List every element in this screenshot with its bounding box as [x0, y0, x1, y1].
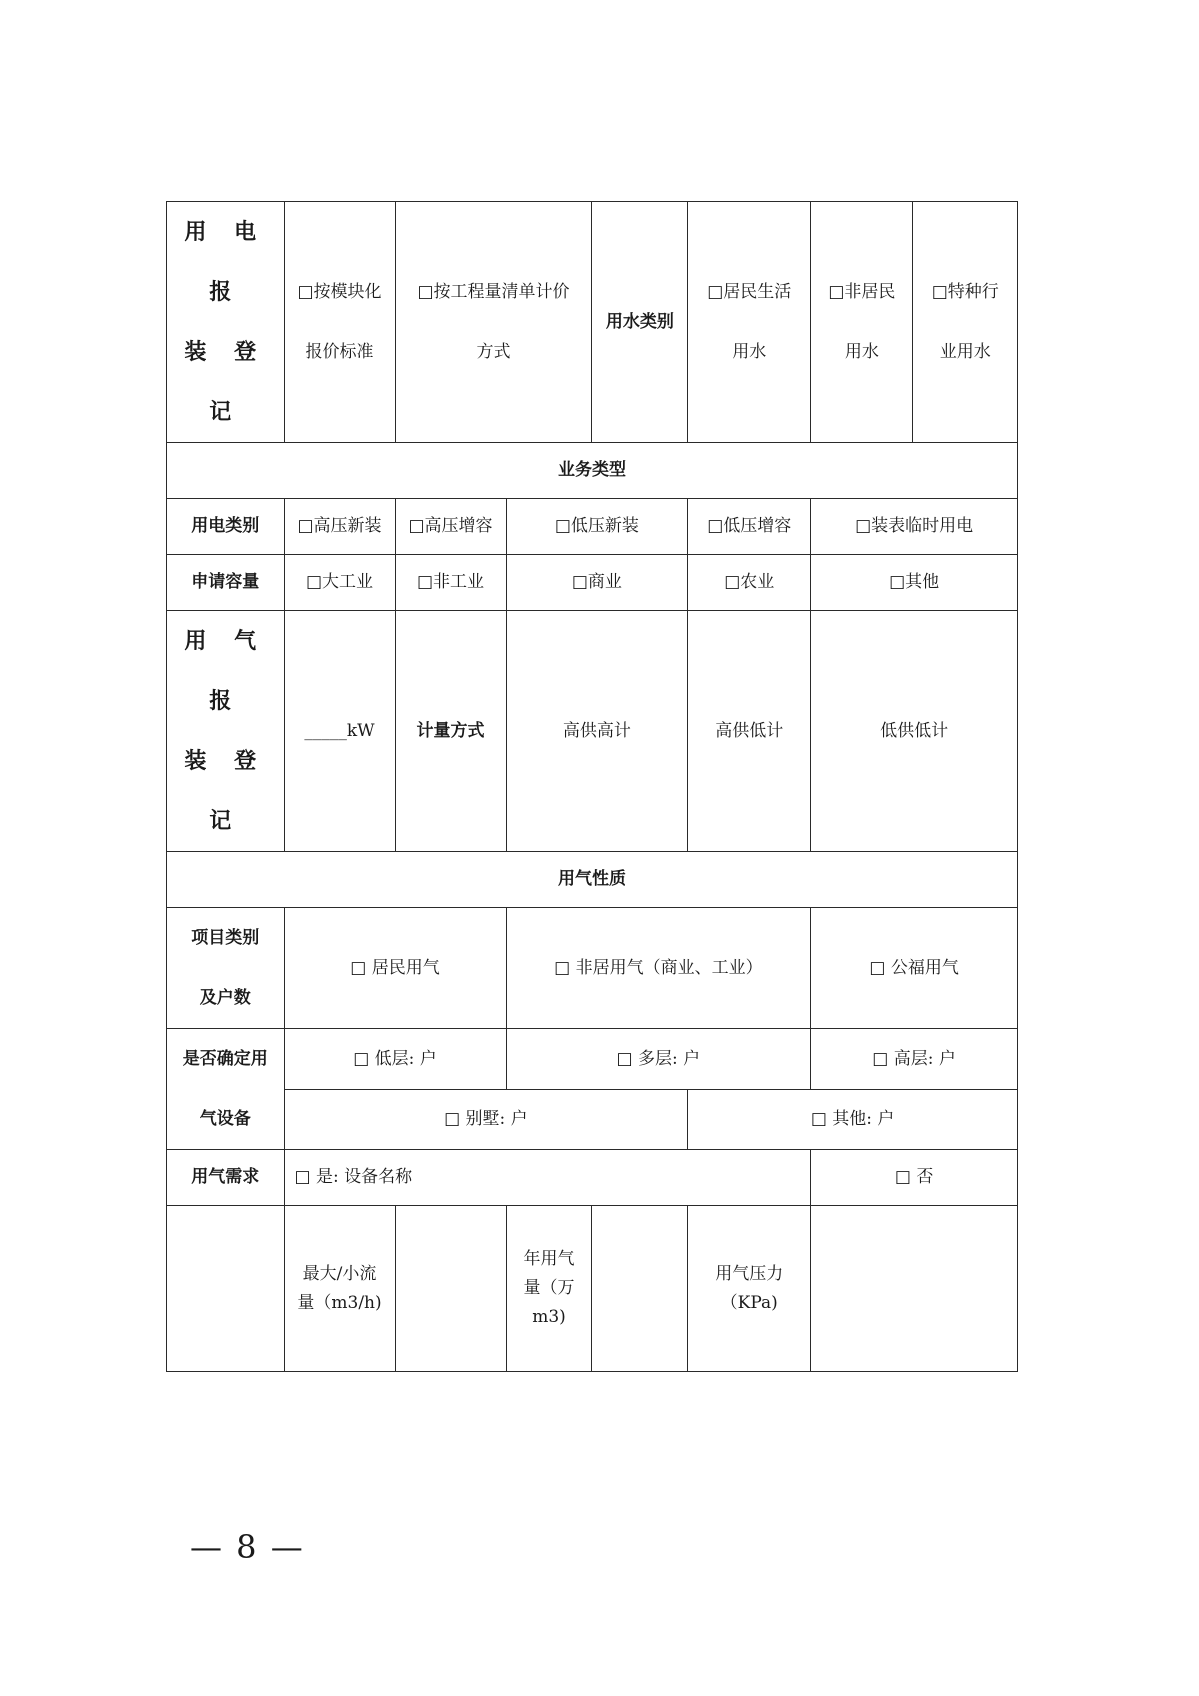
option-large-industry[interactable]: □大工业: [284, 555, 395, 611]
max-min-flow-label: 最大/小流 量（m3/h): [284, 1206, 395, 1372]
option-hv-increase[interactable]: □高压增容: [395, 499, 506, 555]
option-other-housing[interactable]: □ 其他: 户: [688, 1089, 1018, 1150]
option-resident-water[interactable]: □居民生活 用水: [688, 202, 811, 443]
metering-lv-lv[interactable]: 低供低计: [811, 611, 1018, 852]
option-commercial[interactable]: □商业: [506, 555, 688, 611]
registration-form-table: [166, 201, 1018, 1372]
annual-gas-label: 年用气 量（万 m3): [506, 1206, 592, 1372]
gas-pressure-label: 用气压力 （KPa): [688, 1206, 811, 1372]
option-multi-rise[interactable]: □ 多层: 户: [506, 1029, 811, 1090]
row-electric-registration: [167, 202, 1018, 443]
business-type-header: 业务类型: [167, 443, 1018, 499]
option-agriculture[interactable]: □农业: [688, 555, 811, 611]
row-capacity: [167, 555, 1018, 611]
gas-nature-header: 用气性质: [167, 852, 1018, 908]
option-no[interactable]: □ 否: [811, 1150, 1018, 1206]
electric-registration-label: 用 电 报 装 登 记: [167, 202, 285, 443]
gas-pressure-value[interactable]: [811, 1206, 1018, 1372]
page-number: — 8 —: [190, 1528, 305, 1566]
metering-hv-hv[interactable]: 高供高计: [506, 611, 688, 852]
row-flow-details: [167, 1206, 1018, 1372]
row-electric-category: [167, 499, 1018, 555]
option-low-rise[interactable]: □ 低层: 户: [284, 1029, 506, 1090]
option-nonresident-water[interactable]: □非居民 用水: [811, 202, 913, 443]
option-lv-new[interactable]: □低压新装: [506, 499, 688, 555]
row-business-type: [167, 443, 1018, 499]
row-gas-nature: [167, 852, 1018, 908]
option-public-welfare-gas[interactable]: □ 公福用气: [811, 908, 1018, 1029]
row-gas-demand: [167, 1150, 1018, 1206]
annual-gas-value[interactable]: [592, 1206, 688, 1372]
option-lv-increase[interactable]: □低压增容: [688, 499, 811, 555]
empty-cell: [167, 1206, 285, 1372]
option-villa[interactable]: □ 别墅: 户: [284, 1089, 688, 1150]
option-hv-new[interactable]: □高压新装: [284, 499, 395, 555]
option-yes-equipment[interactable]: □ 是: 设备名称: [284, 1150, 811, 1206]
gas-registration-label: 用 气 报 装 登 记: [167, 611, 285, 852]
option-non-industry[interactable]: □非工业: [395, 555, 506, 611]
metering-hv-lv[interactable]: 高供低计: [688, 611, 811, 852]
row-project-category: [167, 908, 1018, 1029]
max-min-flow-value[interactable]: [395, 1206, 506, 1372]
option-temporary-electricity[interactable]: □装表临时用电: [811, 499, 1018, 555]
option-other[interactable]: □其他: [811, 555, 1018, 611]
option-resident-gas[interactable]: □ 居民用气: [284, 908, 506, 1029]
option-bill-of-quantities[interactable]: □按工程量清单计价 方式: [395, 202, 592, 443]
project-category-label: 项目类别 及户数: [167, 908, 285, 1029]
row-gas-registration: [167, 611, 1018, 852]
row-floors: [167, 1029, 1018, 1090]
row-villa-other: [167, 1089, 1018, 1150]
gas-equipment-confirmed-label: 是否确定用 气设备: [167, 1029, 285, 1150]
water-category-label: 用水类别: [592, 202, 688, 443]
capacity-kw-field[interactable]: _____kW: [284, 611, 395, 852]
capacity-label: 申请容量: [167, 555, 285, 611]
gas-demand-label: 用气需求: [167, 1150, 285, 1206]
option-special-water[interactable]: □特种行 业用水: [913, 202, 1018, 443]
option-modular-pricing[interactable]: □按模块化 报价标准: [284, 202, 395, 443]
option-high-rise[interactable]: □ 高层: 户: [811, 1029, 1018, 1090]
metering-method-label: 计量方式: [395, 611, 506, 852]
option-nonresident-gas[interactable]: □ 非居用气（商业、工业）: [506, 908, 811, 1029]
electric-category-label: 用电类别: [167, 499, 285, 555]
